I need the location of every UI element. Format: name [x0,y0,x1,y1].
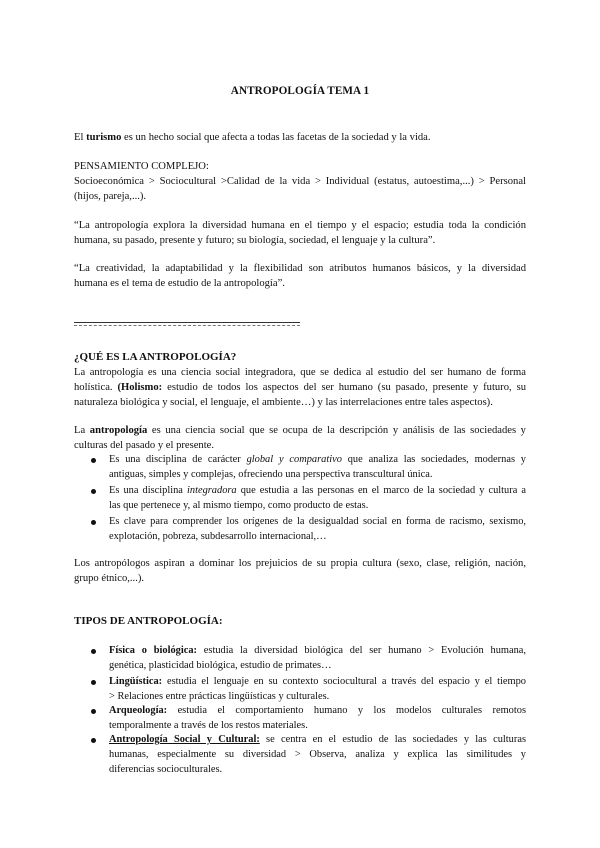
pensamiento-line: Socioeconómica > Sociocultural >Calidad de la vida > Individual (estatus, autoestima,...) > Personal [74,176,526,187]
bullet-item-line: antiguas, simples y complejas, ofreciendo una perspectiva transcultural única. [109,469,433,480]
tipo-item-line: temporalmente a través de los restos materiales. [109,720,308,731]
bullet-dot-icon [91,738,96,743]
quote-two-line: humana es el tema de estudio de la antropología”. [74,278,285,289]
bullet-item-line: las que pertenece y, al mismo tiempo, como producto de estas. [109,500,369,511]
definition-paragraph-line: culturas del pasado y el presente. [74,440,215,451]
tipos-heading: TIPOS DE ANTROPOLOGÍA: [74,615,223,627]
tipo-item-line: > Relaciones entre prácticas lingüísticas y culturales. [109,691,330,702]
section-divider-dash [74,325,300,326]
pensamiento-heading: PENSAMIENTO COMPLEJO: [74,161,209,172]
bullet-dot-icon [91,520,96,525]
que-es-heading: ¿QUÉ ES LA ANTROPOLOGÍA? [74,351,237,363]
bullet-item-line: Es una disciplina integradora que estudia a las personas en el marco de la sociedad y cultura a [109,485,526,496]
tipo-item-line: humanas, especialmente su diversidad > Observa, analiza y explica las similitudes y [109,749,526,760]
document-title: ANTROPOLOGÍA TEMA 1 [230,85,370,97]
tipo-item-line: genética, plasticidad biológica, estudio de primates… [109,660,332,671]
bullet-item-line: Es una disciplina de carácter global y comparativo que analiza las sociedades, modernas y [109,454,526,465]
tipo-item-line: Antropología Social y Cultural: se centra en el estudio de las sociedades y las culturas [109,734,526,745]
pensamiento-line: (hijos, pareja,...). [74,191,147,202]
prejuicios-paragraph-line: grupo étnico,...). [74,573,145,584]
quote-two-line: “La creatividad, la adaptabilidad y la flexibilidad son atributos humanos básicos, y la diversidad [74,263,526,274]
section-divider [74,322,300,323]
bullet-dot-icon [91,458,96,463]
tipo-item-line: Lingüística: estudia el lenguaje en su contexto sociocultural a través del espacio y el tiempo [109,676,526,687]
definition-paragraph-line: La antropología es una ciencia social que se ocupa de la descripción y análisis de las sociedades y [74,425,526,436]
tipo-item-line: Física o biológica: estudia la diversidad biológica del ser humano > Evolución humana, [109,645,526,656]
quote-one-line: “La antropología explora la diversidad humana en el tiempo y el espacio; estudia toda la condición [74,220,526,231]
tipo-item-line: diferencias socioculturales. [109,764,223,775]
tipo-item-line: Arqueología: estudia el comportamiento humano y los modelos culturales remotos [109,705,526,716]
bullet-item-line: explotación, pobreza, subdesarrollo internacional,… [109,531,327,542]
que-es-paragraph-line: holística. (Holismo: estudio de todos los aspectos del ser humano (su pasado, presente y futuro, su [74,382,526,393]
bullet-dot-icon [91,709,96,714]
prejuicios-paragraph-line: Los antropólogos aspiran a dominar los prejuicios de su propia cultura (sexo, clase, religión, nación, [74,558,526,569]
bullet-item-line: Es clave para comprender los orígenes de la desigualdad social en forma de racismo, sexismo, [109,516,526,527]
bullet-dot-icon [91,649,96,654]
que-es-paragraph-line: naturaleza biológica y social, el lenguaje, el ambiente…) y las interrelaciones entre tales aspectos). [74,397,493,408]
intro-paragraph: El turismo es un hecho social que afecta a todas las facetas de la sociedad y la vida. [74,132,431,143]
que-es-paragraph-line: La antropología es una ciencia social integradora, que se dedica al estudio del ser humano de forma [74,367,526,378]
bullet-dot-icon [91,680,96,685]
quote-one-line: humana, su pasado, presente y futuro; su biología, sociedad, el lenguaje y la cultura”. [74,235,436,246]
bullet-dot-icon [91,489,96,494]
